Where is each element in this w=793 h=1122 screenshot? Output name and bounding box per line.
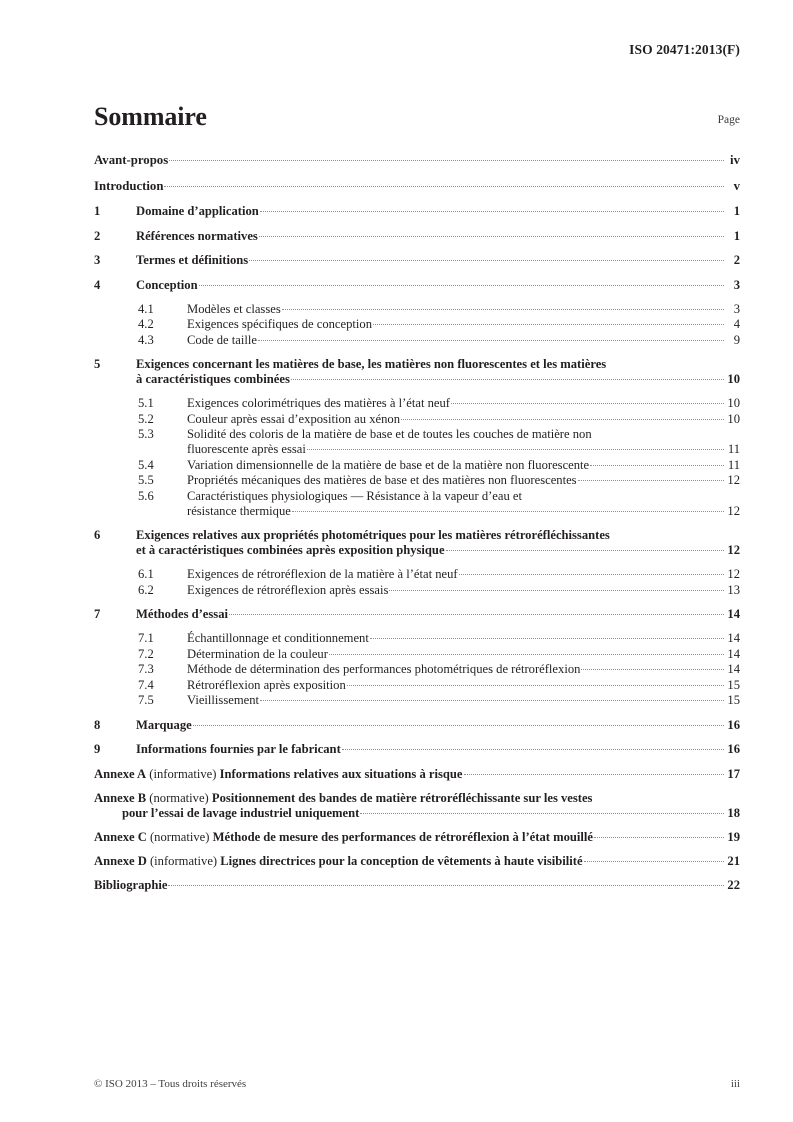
clause-number: 1 <box>94 204 101 218</box>
dot-leader <box>451 403 724 404</box>
subclause-title: Échantillonnage et conditionnement <box>187 631 369 645</box>
annexe-title-line-2: pour l’essai de lavage industriel uniquement <box>122 805 360 820</box>
toc-entry-introduction[interactable] <box>94 179 740 194</box>
dot-leader <box>401 419 724 420</box>
clause-page: 10 <box>727 372 740 386</box>
subclause-page: 9 <box>733 332 740 347</box>
clause-title: Références normatives <box>136 228 258 243</box>
toc-entry-subclause-7-4[interactable] <box>94 678 740 693</box>
clause-page: 12 <box>727 543 740 557</box>
dot-leader <box>578 480 724 481</box>
clause-page: 16 <box>727 742 740 756</box>
dot-leader <box>581 669 724 670</box>
dot-leader <box>169 160 724 161</box>
subclause-page: 11 <box>727 442 740 456</box>
toc-entry-clause-5[interactable] <box>94 357 740 387</box>
annexe-kind: (normative) <box>149 790 209 805</box>
subclause-title-line-2: résistance thermique <box>187 503 291 518</box>
dot-leader <box>347 685 724 686</box>
subclause-page: 13 <box>727 582 740 597</box>
toc-entry-subclause-5-6[interactable] <box>94 489 740 519</box>
page-title: Sommaire <box>94 102 207 131</box>
clause-title-line-1: Exigences concernant les matières de base, les matières non fluorescentes et les matières <box>136 357 607 371</box>
subclause-number: 6.2 <box>138 582 154 597</box>
toc-entry-subclause-4-1[interactable] <box>94 302 740 317</box>
dot-leader <box>360 813 724 814</box>
clause-number: 3 <box>94 253 101 267</box>
dot-leader <box>199 285 724 286</box>
toc-entry-subclause-4-2[interactable] <box>94 317 740 332</box>
toc-entry-subclause-6-2[interactable] <box>94 583 740 598</box>
toc-entry-annexe-d[interactable] <box>94 854 740 869</box>
toc-entry-page: iv <box>730 153 740 167</box>
subclause-number: 5.5 <box>138 473 154 487</box>
clause-number: 9 <box>94 742 101 756</box>
subclause-number: 4.2 <box>138 317 154 331</box>
subclause-number: 4.3 <box>138 332 154 347</box>
toc-entry-bibliographie[interactable] <box>94 878 740 893</box>
subclause-title: Exigences spécifiques de conception <box>187 317 372 331</box>
clause-title: Marquage <box>136 717 192 732</box>
annexe-kind: (informative) <box>149 766 217 781</box>
clause-title: Conception <box>136 277 198 292</box>
subclause-number: 5.3 <box>138 427 154 441</box>
clause-page: 1 <box>733 228 740 243</box>
toc-entry-annexe-a[interactable] <box>94 767 740 782</box>
toc-entry-subclause-5-2[interactable] <box>94 412 740 427</box>
dot-leader <box>258 340 724 341</box>
subclause-number: 7.3 <box>138 662 154 676</box>
annexe-title: Méthode de mesure des performances de rétroréflexion à l’état mouillé <box>212 829 593 844</box>
toc-entry-annexe-c[interactable] <box>94 830 740 845</box>
clause-number: 4 <box>94 277 101 292</box>
subclause-number: 5.4 <box>138 457 154 472</box>
dot-leader <box>307 449 724 450</box>
subclause-page: 15 <box>727 693 740 707</box>
toc-entry-clause-8[interactable] <box>94 718 740 733</box>
toc-entry-subclause-6-1[interactable] <box>94 567 740 582</box>
standard-reference: ISO 20471:2013(F) <box>629 42 740 57</box>
subclause-number: 7.1 <box>138 631 154 645</box>
subclause-page: 4 <box>733 317 740 331</box>
footer-page-number: iii <box>730 1078 740 1090</box>
dot-leader <box>584 861 724 862</box>
toc-entry-subclause-7-1[interactable] <box>94 631 740 646</box>
toc-entry-subclause-5-3[interactable] <box>94 427 740 457</box>
annexe-title: Informations relatives aux situations à risque <box>219 766 463 781</box>
toc-entry-page: v <box>733 178 740 193</box>
annexe-kind: (normative) <box>149 829 210 844</box>
subclause-title: Rétroréflexion après exposition <box>187 677 346 692</box>
subclause-title-line-1: Solidité des coloris de la matière de base et de toutes les couches de matière non <box>187 427 592 441</box>
subclause-number: 7.4 <box>138 677 154 692</box>
annexe-page: 19 <box>727 829 740 844</box>
dot-leader <box>249 260 724 261</box>
subclause-page: 14 <box>727 646 740 661</box>
dot-leader <box>329 654 724 655</box>
dot-leader <box>260 211 724 212</box>
page-column-label: Page <box>717 114 740 126</box>
subclause-title: Exigences de rétroréflexion après essais <box>187 582 389 597</box>
dot-leader <box>168 885 724 886</box>
dot-leader <box>342 749 724 750</box>
subclause-title: Propriétés mécaniques des matières de base et des matières non fluorescentes <box>187 473 577 487</box>
dot-leader <box>193 725 724 726</box>
subclause-title: Méthode de détermination des performances photométriques de rétroréflexion <box>187 662 581 676</box>
annexe-label: Annexe B <box>94 790 147 805</box>
dot-leader <box>370 638 724 639</box>
toc-entry-subclause-7-2[interactable] <box>94 647 740 662</box>
toc-entry-label: Avant-propos <box>94 153 169 167</box>
toc-header <box>94 104 740 130</box>
subclause-number: 5.2 <box>138 411 154 426</box>
subclause-number: 5.6 <box>138 488 154 503</box>
clause-page: 1 <box>733 204 740 218</box>
annexe-page: 21 <box>727 853 740 868</box>
toc-entry-subclause-5-5[interactable] <box>94 473 740 488</box>
table-of-contents <box>94 153 740 902</box>
subclause-title: Code de taille <box>187 332 257 347</box>
subclause-title-line-2: fluorescente après essai <box>187 442 306 456</box>
subclause-page: 10 <box>727 396 740 410</box>
toc-entry-subclause-4-3[interactable] <box>94 333 740 348</box>
annexe-label: Annexe D <box>94 853 147 868</box>
annexe-title: Lignes directrices pour la conception de vêtements à haute visibilité <box>220 853 583 868</box>
clause-title: Informations fournies par le fabricant <box>136 742 341 756</box>
dot-leader <box>292 511 724 512</box>
subclause-title-line-1: Caractéristiques physiologiques — Résistance à la vapeur d’eau et <box>187 488 523 503</box>
dot-leader <box>459 574 724 575</box>
dot-leader <box>164 186 724 187</box>
clause-number: 6 <box>94 528 101 542</box>
toc-entry-subclause-7-3[interactable] <box>94 662 740 677</box>
subclause-page: 3 <box>733 301 740 316</box>
subclause-title: Couleur après essai d’exposition au xénon <box>187 411 400 426</box>
annexe-label: Annexe C <box>94 829 147 844</box>
annexe-page: 17 <box>727 766 740 781</box>
dot-leader <box>373 324 724 325</box>
subclause-title: Vieillissement <box>187 693 259 707</box>
subclause-title: Exigences de rétroréflexion de la matière à l’état neuf <box>187 567 458 581</box>
subclause-number: 7.5 <box>138 693 154 707</box>
dot-leader <box>260 700 724 701</box>
subclause-page: 12 <box>727 473 740 487</box>
subclause-number: 4.1 <box>138 301 154 316</box>
subclause-title: Exigences colorimétriques des matières à l’état neuf <box>187 396 450 410</box>
clause-number: 5 <box>94 357 101 371</box>
clause-title: Termes et définitions <box>136 253 249 267</box>
toc-entry-subclause-7-5[interactable] <box>94 693 740 708</box>
clause-page: 14 <box>727 607 740 621</box>
subclause-page: 11 <box>727 457 740 472</box>
dot-leader <box>590 465 724 466</box>
subclause-number: 7.2 <box>138 646 154 661</box>
annexe-title-line-1: Positionnement des bandes de matière rétroréfléchissante sur les vestes <box>211 790 593 805</box>
toc-entry-clause-7[interactable] <box>94 607 740 622</box>
toc-entry-clause-3[interactable] <box>94 253 740 268</box>
toc-entry-clause-1[interactable] <box>94 204 740 219</box>
dot-leader <box>389 590 724 591</box>
clause-number: 2 <box>94 228 101 243</box>
subclause-page: 15 <box>727 677 740 692</box>
subclause-number: 6.1 <box>138 567 154 581</box>
clause-page: 3 <box>733 277 740 292</box>
dot-leader <box>282 309 724 310</box>
clause-title-line-2: et à caractéristiques combinées après exposition physique <box>136 543 445 557</box>
subclause-title: Variation dimensionnelle de la matière de base et de la matière non fluorescente <box>187 457 590 472</box>
dot-leader <box>464 774 724 775</box>
dot-leader <box>291 379 724 380</box>
subclause-number: 5.1 <box>138 396 154 410</box>
toc-entry-clause-4[interactable] <box>94 278 740 293</box>
toc-entry-clause-9[interactable] <box>94 742 740 757</box>
toc-entry-avant-propos[interactable] <box>94 153 740 168</box>
running-header <box>94 42 740 58</box>
dot-leader <box>229 614 724 615</box>
dot-leader <box>594 837 724 838</box>
toc-entry-subclause-5-4[interactable] <box>94 458 740 473</box>
dot-leader <box>446 550 724 551</box>
toc-entry-subclause-5-1[interactable] <box>94 396 740 411</box>
toc-entry-clause-6[interactable] <box>94 528 740 558</box>
clause-title-line-2: à caractéristiques combinées <box>136 372 290 386</box>
toc-entry-annexe-b[interactable] <box>94 791 740 821</box>
bibliography-label: Bibliographie <box>94 877 168 892</box>
clause-title: Méthodes d’essai <box>136 607 228 621</box>
clause-page: 16 <box>727 717 740 732</box>
subclause-title: Détermination de la couleur <box>187 646 328 661</box>
annexe-kind: (informative) <box>149 853 218 868</box>
annexe-label: Annexe A <box>94 766 147 781</box>
clause-title-line-1: Exigences relatives aux propriétés photométriques pour les matières rétroréfléchissantes <box>136 528 610 542</box>
subclause-page: 14 <box>727 631 740 645</box>
subclause-page: 10 <box>727 411 740 426</box>
subclause-page: 12 <box>727 567 740 581</box>
clause-number: 8 <box>94 717 101 732</box>
clause-page: 2 <box>733 253 740 267</box>
annexe-page: 18 <box>727 805 740 820</box>
subclause-page: 12 <box>727 503 740 518</box>
clause-number: 7 <box>94 607 101 621</box>
toc-entry-clause-2[interactable] <box>94 229 740 244</box>
copyright-notice: © ISO 2013 – Tous droits réservés <box>94 1078 247 1090</box>
clause-title: Domaine d’application <box>136 204 259 218</box>
toc-entry-label: Introduction <box>94 178 164 193</box>
subclause-page: 14 <box>727 662 740 676</box>
dot-leader <box>259 236 724 237</box>
bibliography-page: 22 <box>727 877 740 892</box>
page-footer <box>94 1078 740 1090</box>
subclause-title: Modèles et classes <box>187 301 281 316</box>
